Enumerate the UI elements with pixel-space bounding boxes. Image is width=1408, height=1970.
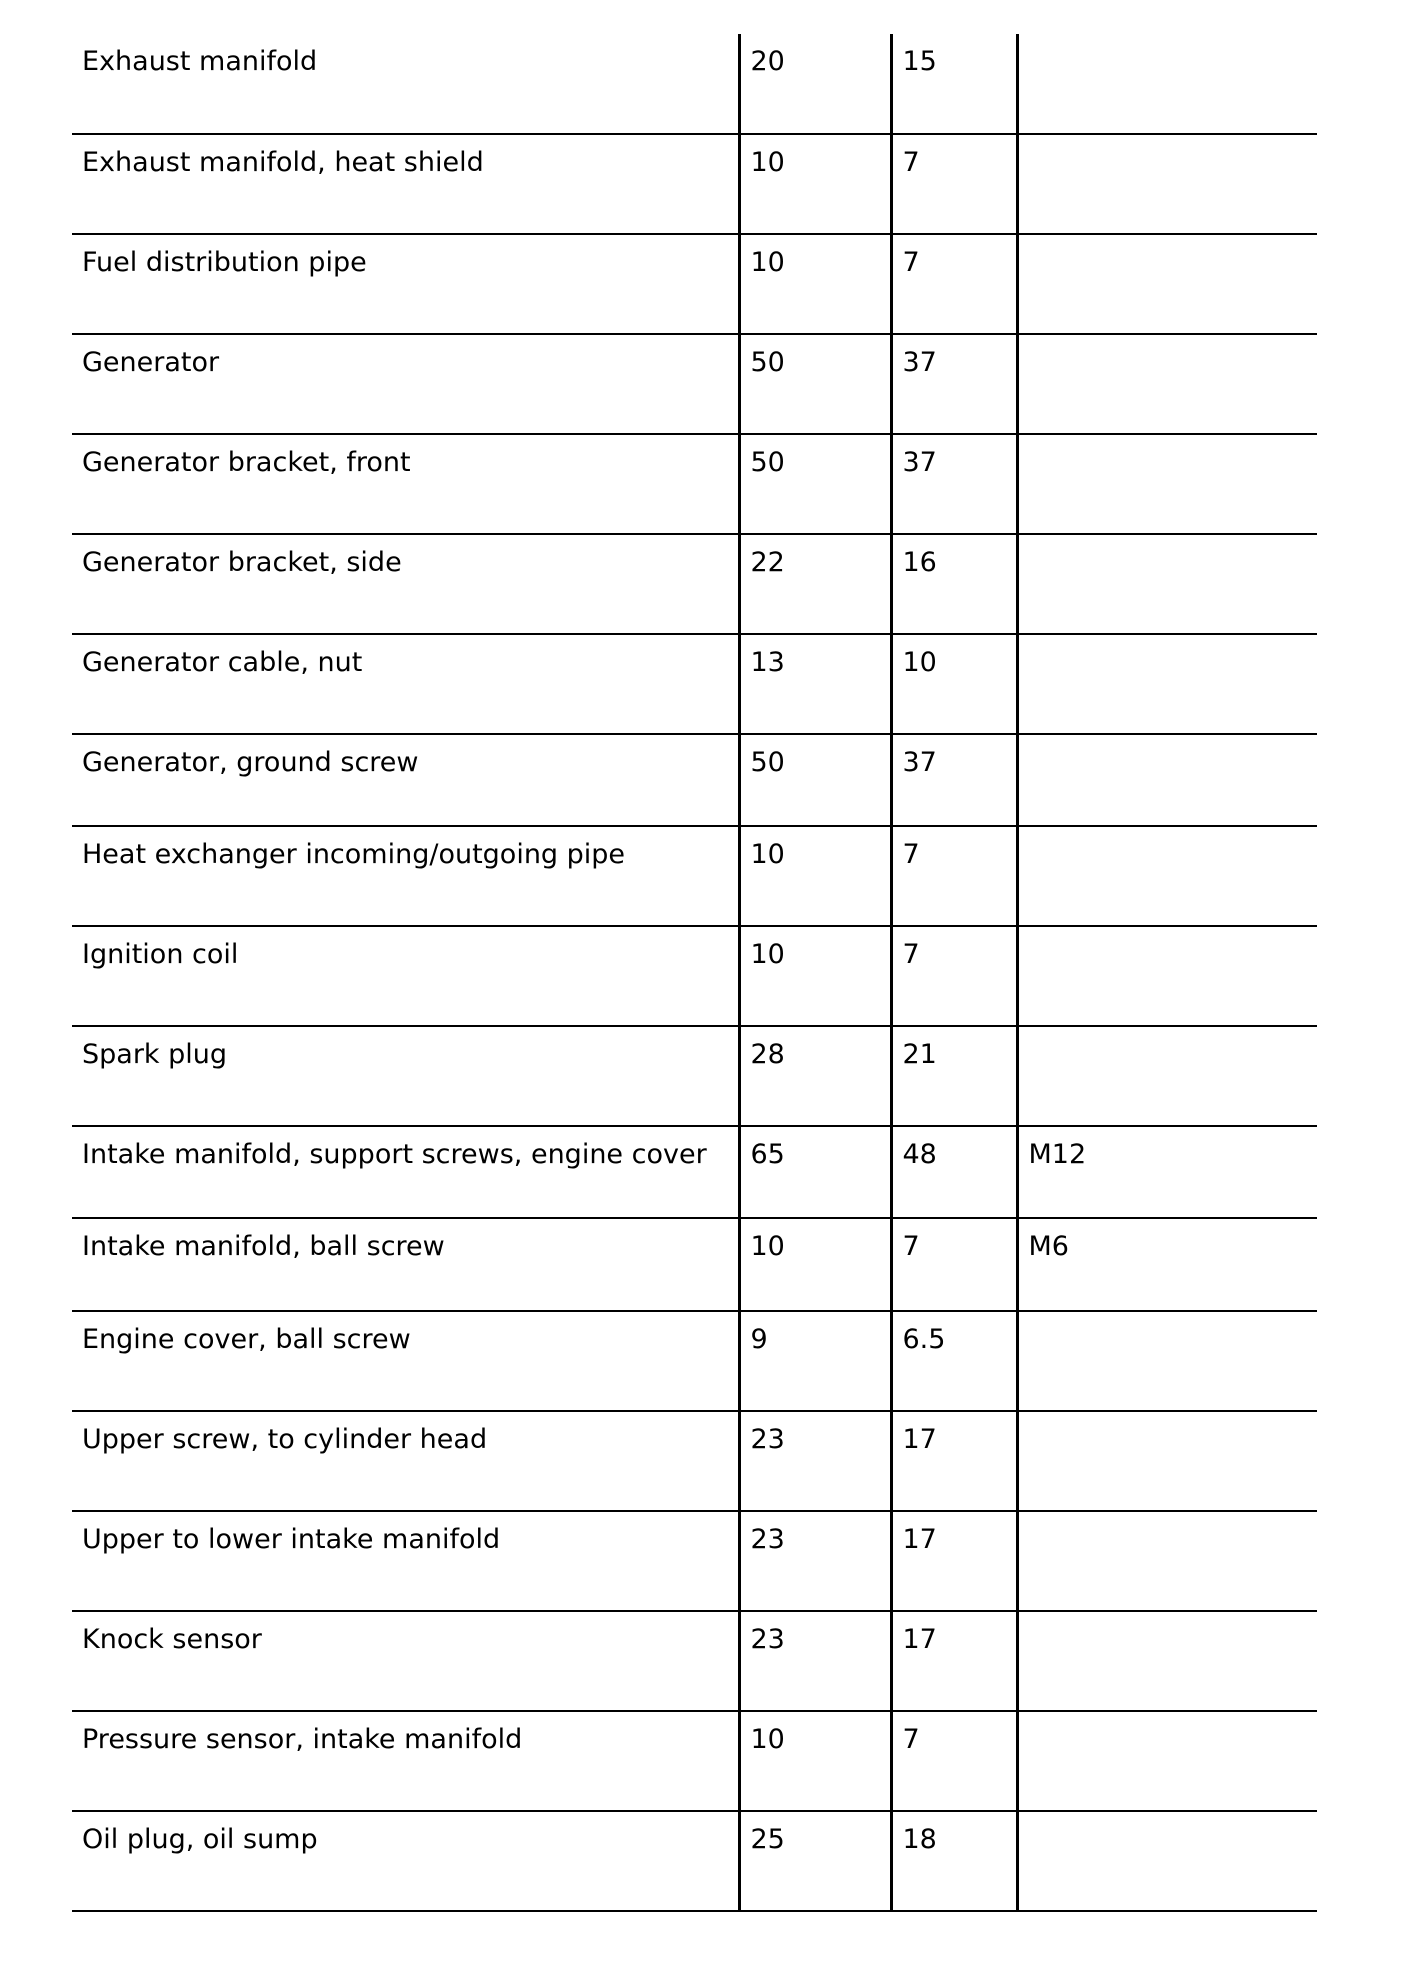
- table-row: [72, 1411, 1317, 1511]
- torque-nm-cell: 10: [739, 926, 891, 1026]
- torque-lbft-cell: 16: [891, 534, 1017, 634]
- note-cell: [1017, 1711, 1317, 1811]
- note-cell: [1017, 734, 1317, 826]
- table-row: [72, 734, 1317, 826]
- part-cell: Spark plug: [72, 1026, 739, 1126]
- torque-nm-cell: 22: [739, 534, 891, 634]
- torque-lbft-cell: 18: [891, 1811, 1017, 1911]
- torque-nm-cell: 20: [739, 34, 891, 134]
- part-cell: Upper screw, to cylinder head: [72, 1411, 739, 1511]
- torque-lbft-cell: 37: [891, 734, 1017, 826]
- torque-nm-cell: 50: [739, 434, 891, 534]
- table-row: [72, 1311, 1317, 1411]
- table-row: [72, 634, 1317, 734]
- torque-nm-cell: 65: [739, 1126, 891, 1218]
- torque-lbft-cell: 17: [891, 1511, 1017, 1611]
- table-row: [72, 534, 1317, 634]
- table-row: [72, 1126, 1317, 1218]
- part-cell: Knock sensor: [72, 1611, 739, 1711]
- part-cell: Ignition coil: [72, 926, 739, 1026]
- torque-lbft-cell: 37: [891, 434, 1017, 534]
- part-cell: Engine cover, ball screw: [72, 1311, 739, 1411]
- torque-lbft-cell: 7: [891, 826, 1017, 926]
- part-cell: Heat exchanger incoming/outgoing pipe: [72, 826, 739, 926]
- torque-nm-cell: 23: [739, 1411, 891, 1511]
- torque-nm-cell: 23: [739, 1511, 891, 1611]
- note-cell: [1017, 1311, 1317, 1411]
- note-cell: [1017, 34, 1317, 134]
- table-row: [72, 1811, 1317, 1911]
- note-cell: [1017, 334, 1317, 434]
- torque-lbft-cell: 17: [891, 1411, 1017, 1511]
- torque-lbft-cell: 48: [891, 1126, 1017, 1218]
- torque-lbft-cell: 17: [891, 1611, 1017, 1711]
- part-cell: Generator cable, nut: [72, 634, 739, 734]
- part-cell: Generator bracket, front: [72, 434, 739, 534]
- table-row: [72, 434, 1317, 534]
- torque-nm-cell: 9: [739, 1311, 891, 1411]
- table-row: [72, 1711, 1317, 1811]
- torque-lbft-cell: 21: [891, 1026, 1017, 1126]
- torque-nm-cell: 28: [739, 1026, 891, 1126]
- torque-nm-cell: 13: [739, 634, 891, 734]
- torque-nm-cell: 10: [739, 234, 891, 334]
- part-cell: Generator, ground screw: [72, 734, 739, 826]
- note-cell: [1017, 1411, 1317, 1511]
- torque-nm-cell: 50: [739, 334, 891, 434]
- torque-nm-cell: 23: [739, 1611, 891, 1711]
- table-row: [72, 1511, 1317, 1611]
- table-row: [72, 234, 1317, 334]
- torque-nm-cell: 25: [739, 1811, 891, 1911]
- table-row: [72, 134, 1317, 234]
- torque-nm-cell: 10: [739, 826, 891, 926]
- note-cell: M6: [1017, 1218, 1317, 1311]
- torque-nm-cell: 50: [739, 734, 891, 826]
- note-cell: [1017, 134, 1317, 234]
- note-cell: [1017, 826, 1317, 926]
- table-row: [72, 1026, 1317, 1126]
- note-cell: [1017, 1611, 1317, 1711]
- torque-lbft-cell: 10: [891, 634, 1017, 734]
- note-cell: [1017, 1811, 1317, 1911]
- torque-lbft-cell: 7: [891, 1218, 1017, 1311]
- part-cell: Exhaust manifold: [72, 34, 739, 134]
- note-cell: [1017, 434, 1317, 534]
- note-cell: [1017, 634, 1317, 734]
- table-row: [72, 34, 1317, 134]
- torque-lbft-cell: 15: [891, 34, 1017, 134]
- torque-nm-cell: 10: [739, 134, 891, 234]
- part-cell: Pressure sensor, intake manifold: [72, 1711, 739, 1811]
- torque-lbft-cell: 37: [891, 334, 1017, 434]
- torque-nm-cell: 10: [739, 1218, 891, 1311]
- part-cell: Oil plug, oil sump: [72, 1811, 739, 1911]
- part-cell: Generator: [72, 334, 739, 434]
- part-cell: Exhaust manifold, heat shield: [72, 134, 739, 234]
- note-cell: [1017, 1511, 1317, 1611]
- table-row: [72, 826, 1317, 926]
- note-cell: M12: [1017, 1126, 1317, 1218]
- torque-nm-cell: 10: [739, 1711, 891, 1811]
- table-row: [72, 1218, 1317, 1311]
- torque-table: [72, 34, 1317, 1912]
- note-cell: [1017, 926, 1317, 1026]
- torque-lbft-cell: 7: [891, 134, 1017, 234]
- note-cell: [1017, 1026, 1317, 1126]
- table-row: [72, 1611, 1317, 1711]
- note-cell: [1017, 234, 1317, 334]
- torque-lbft-cell: 7: [891, 234, 1017, 334]
- table-row: [72, 926, 1317, 1026]
- part-cell: Intake manifold, ball screw: [72, 1218, 739, 1311]
- note-cell: [1017, 534, 1317, 634]
- torque-lbft-cell: 7: [891, 1711, 1017, 1811]
- torque-lbft-cell: 6.5: [891, 1311, 1017, 1411]
- table-row: [72, 334, 1317, 434]
- part-cell: Fuel distribution pipe: [72, 234, 739, 334]
- part-cell: Generator bracket, side: [72, 534, 739, 634]
- table-body: [72, 34, 1317, 1911]
- part-cell: Intake manifold, support screws, engine cover: [72, 1126, 739, 1218]
- part-cell: Upper to lower intake manifold: [72, 1511, 739, 1611]
- torque-lbft-cell: 7: [891, 926, 1017, 1026]
